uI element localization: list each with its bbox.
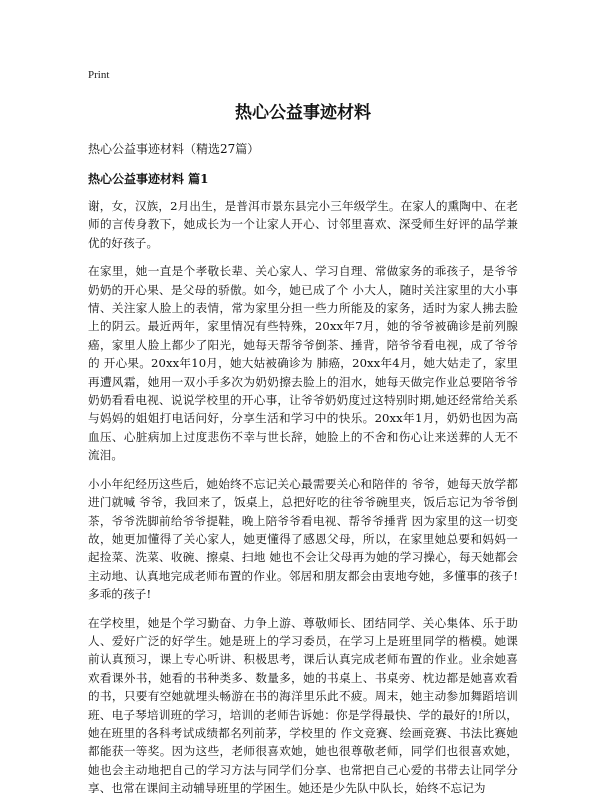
page-title: 热心公益事迹材料 (235, 103, 371, 123)
paragraph: 在家里，她一直是个孝敬长辈、关心家人、学习自理、常做家务的乖孩子，是爷爷奶奶的开心果、是父母的骄傲。如今，她已成了个 小大人，随时关注家里的大小事情、关注家人脸上的表情，常为家里分担一些力所能及的家务，适时为家人拂去脸上的阴云。最近两年，家里情况有些特殊，20xx年7月，她的爷爷被确诊是前列腺癌，家里人脸上都少了阳光，她每天帮爷爷倒茶、捶背，陪爷爷看电视，成了爷爷的 开心果。20xx年10月，她大姑被确诊为 肺癌，20xx年4月，她大姑走了，家里再遭风霜，她用一双小手多次为奶奶擦去脸上的泪水，她每天做完作业总要陪爷爷奶奶看看电视、说说学校里的开心事，让爷爷奶奶度过这特别时期,她还经常给关系与妈妈的姐姐打电话问好，分享生活和学习中的快乐。20xx年1月，奶奶也因为高血压、心脏病加上过度悲伤不幸与世长辞，她脸上的不舍和伤心让来送葬的人无不流泪。 (88, 264, 518, 463)
paragraph: 在学校里，她是个学习勤奋、力争上游、尊敬师长、团结同学、关心集体、乐于助人、爱好广泛的好学生。她是班上的学习委员，在学习上是班里同学的楷模。她课前认真预习，课上专心听讲、积极思考，课后认真完成老师布置的作业。业余她喜欢看课外书，她看的书种类多、数量多，她的书桌上、书桌旁、枕边都是她喜欢看的书，只要有空她就埋头畅游在书的海洋里乐此不疲。周末，她主动参加舞蹈培训班、电子琴培训班的学习，培训的老师告诉她：你是学得最快、学的最好的!所以，她在班里的各科考试成绩都名列前茅，学校里的 作文竞赛、绘画竞赛、书法比赛她都能获一等奖。因为这些，老师很喜欢她，她也很尊敬老师，同学们也很喜欢她，她也会主动地把自己的学习方法与同学们分享、也常把自己心爱的书带去让同学分享、也常在课间主动辅导班里的学困生。她还是少先队中队长，始终不忘记为 (88, 615, 518, 796)
paragraph: 小小年纪经历这些后，她始终不忘记关心最需要关心和陪伴的 爷爷，她每天放学都进门就喊 爷爷，我回来了，饭桌上，总把好吃的往爷爷碗里夹，饭后忘记为爷爷倒茶，爷爷洗脚前给爷爷提鞋，晚上陪爷爷看电视、帮爷爷捶背 因为家里的这一切变故，她更加懂得了关心家人，她更懂得了感恩父母，所以，在家里她总要和妈妈一起捡菜、洗菜、收碗、擦桌、扫地 她也不会让父母再为她的学习操心，每天她都会主动地、认真地完成老师布置的作业。邻居和朋友都会由衷地夸她，多懂事的孩子!多乖的孩子! (88, 476, 518, 602)
section-heading: 热心公益事迹材料 篇1 (88, 172, 209, 186)
document-subtitle: 热心公益事迹材料（精选27篇） (88, 142, 260, 156)
paragraph: 谢，女，汉族，2月出生，是普洱市景东县完小三年级学生。在家人的熏陶中、在老师的言传身教下，她成长为一个让家人开心、讨邻里喜欢、深受师生好评的品学兼优的好孩子。 (88, 199, 518, 250)
document-page (88, 68, 518, 808)
print-link[interactable]: Print (88, 69, 110, 81)
